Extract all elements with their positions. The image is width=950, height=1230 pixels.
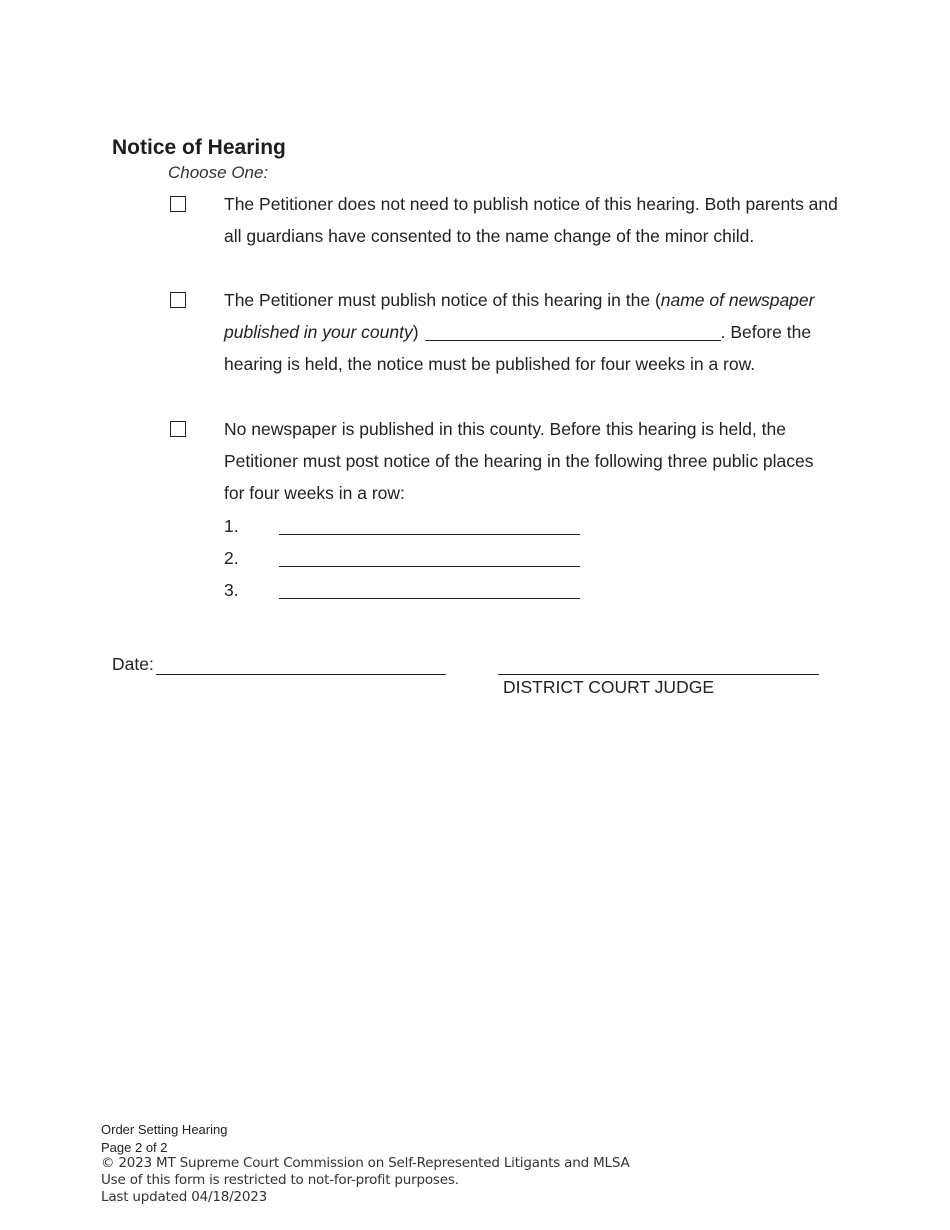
- date-field[interactable]: [156, 674, 446, 675]
- option-2-text-before: The Petitioner must publish notice of this hearing in the (: [224, 290, 661, 310]
- place-number-2: 2.: [224, 548, 239, 568]
- option-2-italic-text: name of newspaper published in your county: [224, 290, 815, 342]
- footer-form-name: Order Setting Hearing: [101, 1122, 228, 1137]
- option-2-period: .: [720, 322, 726, 342]
- place-3-field[interactable]: [279, 598, 580, 599]
- option-3-checkbox[interactable]: [170, 421, 186, 437]
- option-3-text: No newspaper is published in this county. Before this hearing is held, the Petitioner must post notice of the hearing in the following three public places for four weeks in a row:: [224, 419, 814, 503]
- footer-usage: Use of this form is restricted to not-for-profit purposes.: [101, 1172, 459, 1188]
- judge-label: DISTRICT COURT JUDGE: [503, 677, 714, 697]
- judge-signature-line[interactable]: [498, 674, 819, 675]
- date-label: Date:: [112, 654, 154, 674]
- footer-copyright: © 2023 MT Supreme Court Commission on Self-Represented Litigants and MLSA: [101, 1155, 630, 1171]
- place-number-1: 1.: [224, 516, 239, 536]
- footer-updated: Last updated 04/18/2023: [101, 1189, 268, 1205]
- section-title: Notice of Hearing: [112, 136, 286, 159]
- place-1-field[interactable]: [279, 534, 580, 535]
- option-1-checkbox[interactable]: [170, 196, 186, 212]
- place-2-field[interactable]: [279, 566, 580, 567]
- option-2-checkbox[interactable]: [170, 292, 186, 308]
- newspaper-name-field[interactable]: [425, 322, 721, 341]
- place-number-3: 3.: [224, 580, 239, 600]
- option-1-text: The Petitioner does not need to publish notice of this hearing. Both parents and all guardians have consented to the name change of the minor child.: [224, 194, 838, 246]
- choose-one-instruction: Choose One:: [168, 163, 269, 182]
- option-2-text-after: ): [412, 322, 419, 342]
- option-2-text-continued: Before the hearing is held, the notice must be published for four weeks in a row.: [224, 322, 812, 374]
- option-2-text: [224, 284, 839, 380]
- footer-page-number: Page 2 of 2: [101, 1140, 168, 1155]
